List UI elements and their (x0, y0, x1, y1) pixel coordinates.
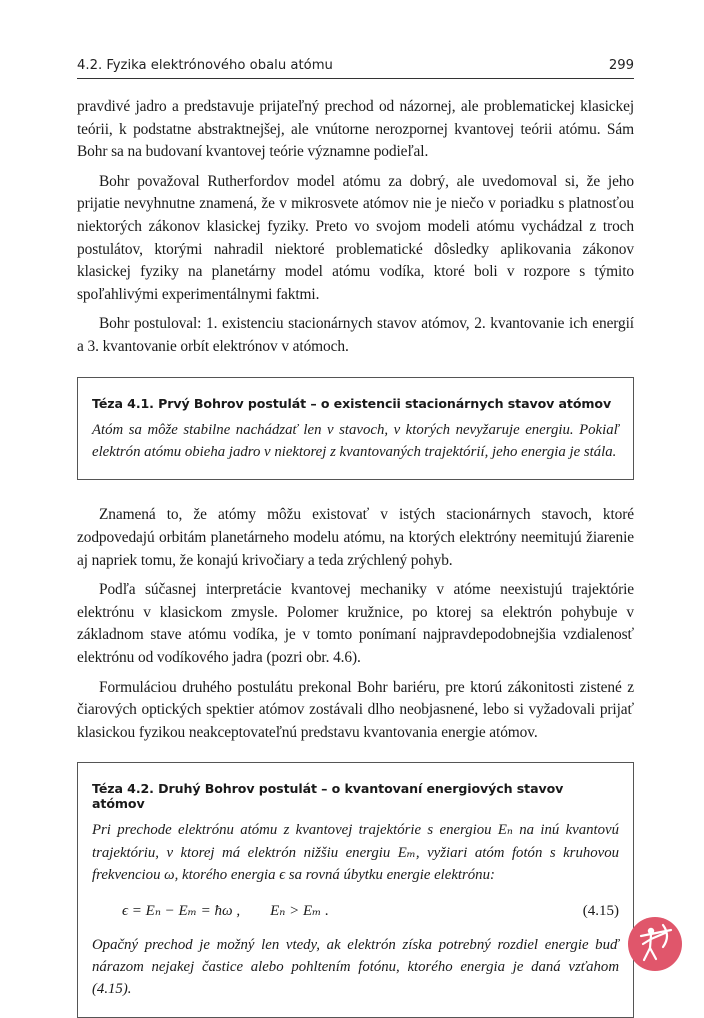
page-content (77, 58, 634, 1018)
equation-body: ϵ = Eₙ − Eₘ = ħω , Eₙ > Eₘ . (122, 902, 329, 919)
thesis-title: Téza 4.1. Prvý Bohrov postulát – o existencii stacionárnych stavov atómov (92, 395, 612, 411)
thesis-box-2 (77, 762, 634, 1017)
thesis-text: Atóm sa môže stabilne nachádzať len v stavoch, v ktorých nevyžaruje energiu. Pokiaľ elektrón atómu obieha jadro v niektorej z kvantovaných trajektórií, jeho energia je stála. (92, 421, 619, 460)
page-number: 299 (608, 58, 634, 73)
thesis-text: Opačný prechod je možný len vtedy, ak elektrón získa potrebný rozdiel energie buď nárazom nejakej častice alebo pohltením fotónu, ktorého energia je daná vzťahom (4.15). (92, 936, 619, 998)
section-title: 4.2. Fyzika elektrónového obalu atómu (77, 58, 333, 73)
paragraph: Bohr postuloval: 1. existenciu stacionárnych stavov atómov, 2. kvantovanie ich energií a 3. kvantovanie orbít elektrónov v atómoch. (77, 315, 634, 355)
paragraph: Formuláciou druhého postulátu prekonal Bohr bariéru, pre ktorú zákonitosti zistené z čiarových optických spektier atómov zostávali dlho neobjasnené, lebo si vyžadovali prijať klasickou fyzikou neakceptovateľnú predstavu kvantovania energie atómov. (77, 678, 634, 741)
paragraph: Bohr považoval Rutherfordov model atómu za dobrý, ale uvedomoval si, že jeho prijatie nevyhnutne znamená, že v mikrosvete atómov nie je niečo v poriadku s platnosťou niektorých zákonov klasickej fyziky. Preto vo svojom modeli atómu vychádzal z troch postulátov, ktorými nahradil niektoré problematické dôsledky aplikovania zákonov klasickej fyziky na planetárny model atómu vodíka, ktoré boli v rozpore s týmito spoľahlivými experimentálnymi faktmi. (77, 172, 634, 303)
thesis-title: Téza 4.2. Druhý Bohrov postulát – o kvantovaní energiových stavov atómov (92, 781, 564, 812)
paragraph: pravdivé jadro a predstavuje prijateľný prechod od názornej, ale problematickej klasickej teórii, k podstatne abstraktnejšej, ale vnútorne nerozpornej kvantovej teórii atómu. Sám Bohr sa na budovaní kvantovej teórie významne podieľal. (77, 98, 634, 161)
archer-logo-icon (627, 916, 683, 972)
paragraph: Znamená to, že atómy môžu existovať v istých stacionárnych stavoch, ktoré zodpovedajú orbitám planetárneho modelu atómu, na ktorých elektróny neemitujú žiarenie aj napriek tomu, že konajú krivočiary a teda zrýchlený pohyb. (77, 506, 634, 569)
thesis-text: Pri prechode elektrónu atómu z kvantovej trajektórie s energiou Eₙ na inú kvantovú trajektóriu, v ktorej má elektrón nižšiu energiu Eₘ, vyžiari atóm fotón s kruhovou frekvenciou ω, ktorého energia ϵ sa rovná úbytku energie elektrónu: (92, 822, 619, 884)
equation-number: (4.15) (582, 902, 619, 919)
paragraph: Podľa súčasnej interpretácie kvantovej mechaniky v atóme neexistujú trajektórie elektrónu v klasickom zmysle. Polomer kružnice, po ktorej sa elektrón pohybuje v základnom stave atómu vodíka, je v tomto ponímaní najpravdepodobnejšia vzdialenosť elektrónu od vodíkového jadra (pozri obr. 4.6). (77, 581, 634, 666)
running-header (77, 58, 634, 79)
equation (92, 901, 619, 920)
thesis-box-1 (77, 377, 634, 481)
